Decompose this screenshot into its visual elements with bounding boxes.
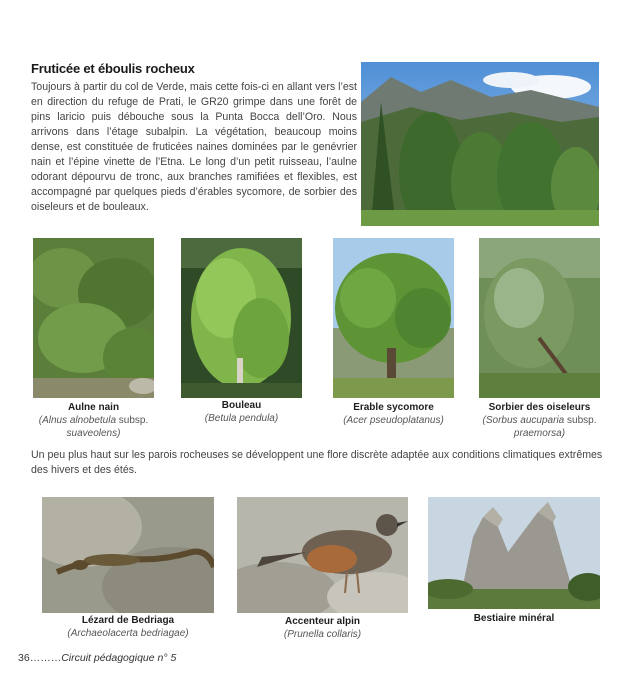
aulne-nain-caption xyxy=(28,401,159,440)
lezard-photo xyxy=(42,497,214,613)
erable-sycomore-photo xyxy=(333,238,454,398)
footer-dots: ……… xyxy=(29,652,62,664)
sorbier-caption xyxy=(474,401,605,440)
footer-title: Circuit pédagogique n° 5 xyxy=(61,652,177,664)
page-footer xyxy=(18,652,318,664)
plant-latin-name: (Betula pendula) xyxy=(204,413,279,424)
section-title: Fruticée et éboulis rocheux xyxy=(31,61,195,76)
fauna-common-name: Bestiaire minéral xyxy=(473,613,555,624)
plant-latin-name: (Sorbus aucuparia subsp. praemorsa) xyxy=(482,415,597,439)
erable-sycomore-caption xyxy=(328,401,459,427)
bouleau-caption xyxy=(176,399,307,425)
fauna-common-name: Accenteur alpin xyxy=(284,616,361,627)
plant-latin-name: (Acer pseudoplatanus) xyxy=(343,415,444,426)
plant-latin-name: (Alnus alnobetula subsp. suaveolens) xyxy=(38,415,149,439)
plant-common-name: Sorbier des oiseleurs xyxy=(488,402,591,413)
intro-paragraph: Toujours à partir du col de Verde, mais cette fois-ci en allant vers l’est en direction du refuge de Prati, le GR20 grimpe dans une forêt de pins laricio puis débouche sous la Punta Bocca dell’Oro. Nous arrivons dans l’étage subalpin. La végétation, beaucoup moins dense, est constituée de fruticées naines dominées par le genévrier nain et l’épine vinette de l’Etna. Le long d’un petit ruisseau, l’aulne odorant dépourvu de tronc, aux branches ramifiées et flexibles, est accompagné par quelques pieds d’érables sycomore, de sorbier des oiseleurs et de bouleaux. xyxy=(31,81,357,213)
second-paragraph: Un peu plus haut sur les parois rocheuses se développent une flore discrète adaptée aux conditions climatiques extrêmes des hivers et des étés. xyxy=(31,449,603,476)
bestiaire-caption xyxy=(443,612,585,625)
lezard-caption xyxy=(57,614,199,640)
bouleau-photo xyxy=(181,238,302,398)
aulne-nain-photo xyxy=(33,238,154,398)
fauna-latin-name: (Archaeolacerta bedriagae) xyxy=(67,628,189,639)
plant-common-name: Bouleau xyxy=(221,400,262,411)
fauna-latin-name: (Prunella collaris) xyxy=(283,629,362,640)
accenteur-caption xyxy=(252,615,393,641)
plant-common-name: Aulne nain xyxy=(67,402,120,413)
page-number: 36 xyxy=(18,652,30,664)
landscape-photo xyxy=(361,62,599,226)
sorbier-photo xyxy=(479,238,600,398)
accenteur-photo xyxy=(237,497,408,613)
fauna-common-name: Lézard de Bedriaga xyxy=(81,615,175,626)
bestiaire-photo xyxy=(428,497,600,609)
plant-common-name: Erable sycomore xyxy=(353,402,434,413)
